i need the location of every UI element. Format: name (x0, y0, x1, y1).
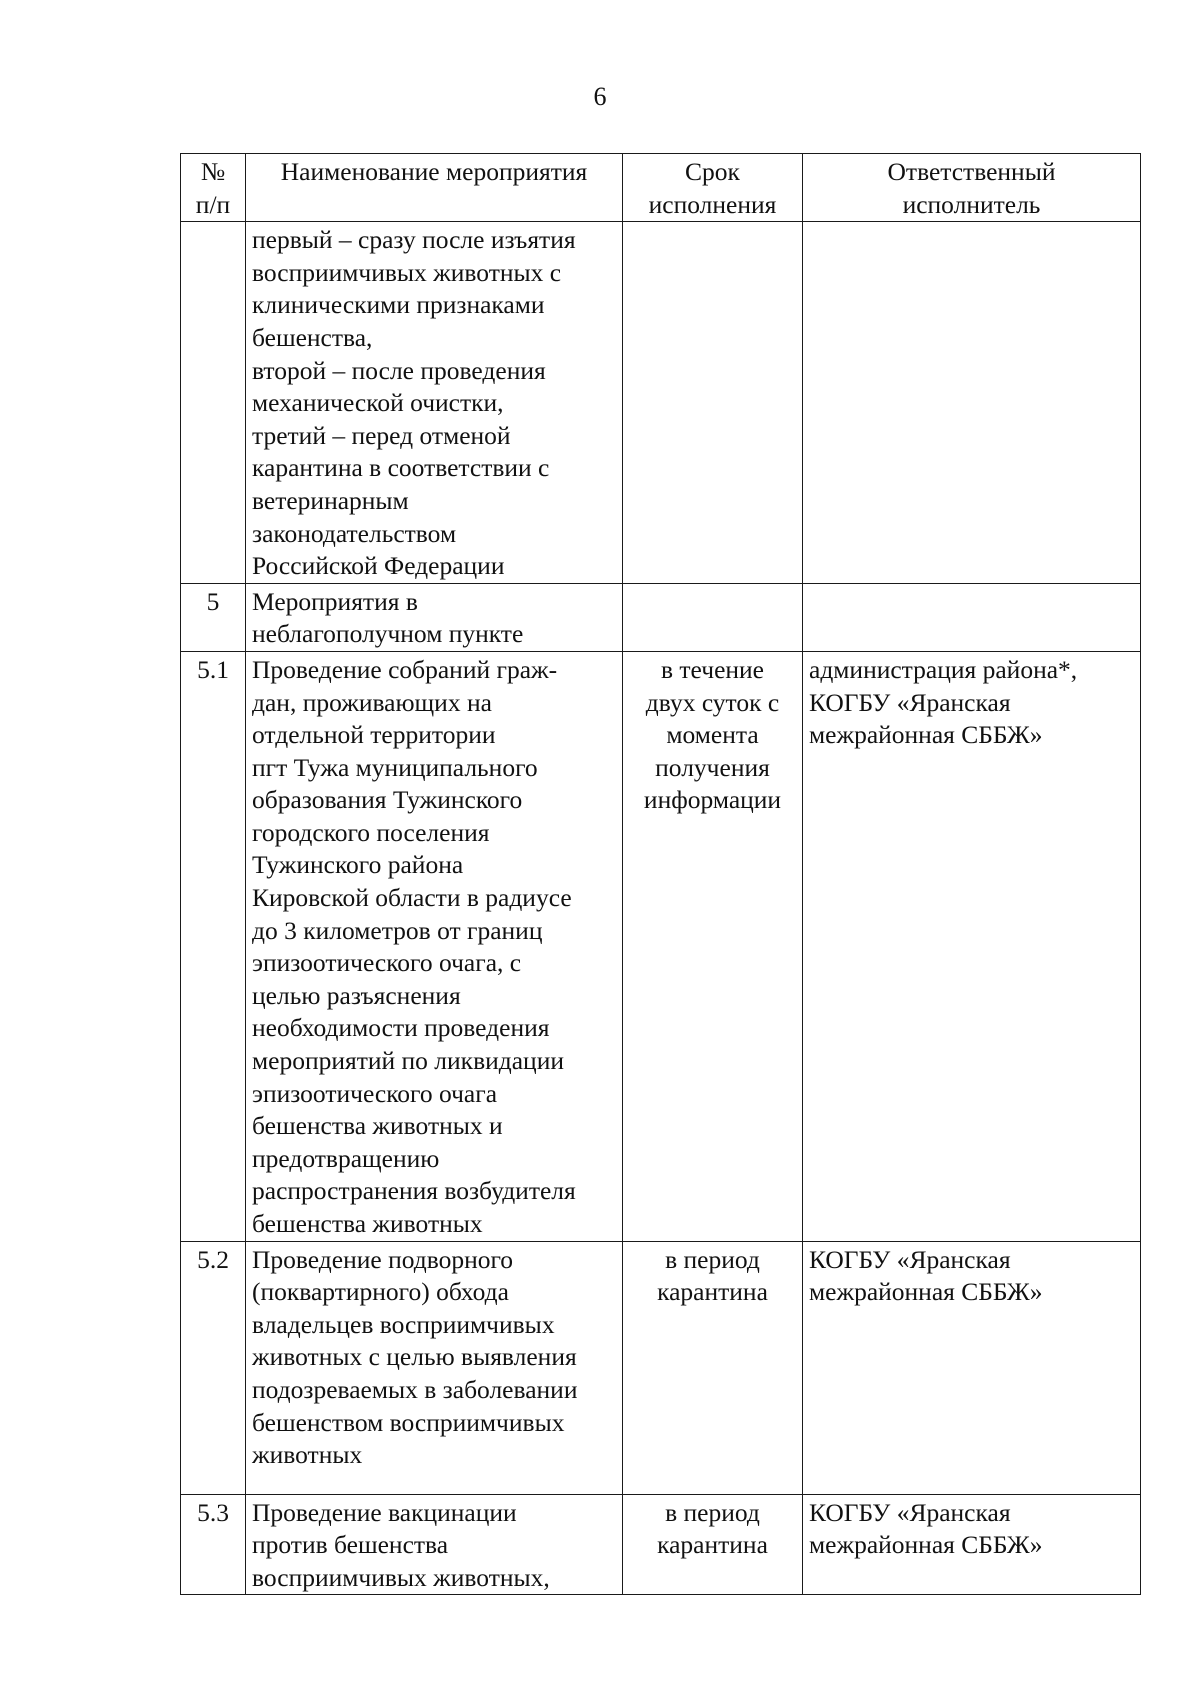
row-responsible: администрация района*, КОГБУ «Яранская межрайонная СББЖ» (803, 651, 1141, 1241)
row-responsible (803, 583, 1141, 651)
row-responsible: КОГБУ «Яранская межрайонная СББЖ» (803, 1494, 1141, 1595)
row-name: Проведение собраний граж- дан, проживающих на отдельной территории пгт Тужа муниципального образования Тужинского городского поселения Тужинского района Кировской области в радиусе до 3 километров от границ эпизоотического очага, с целью разъяснения необходимости проведения мероприятий по ликвидации эпизоотического очага бешенства животных и предотвращению распространения возбудителя бешенства животных (246, 651, 623, 1241)
row-term: в течение двух суток с момента получения информации (623, 651, 803, 1241)
row-num: 5.3 (181, 1494, 246, 1595)
page-number: 6 (593, 82, 607, 111)
row-num: 5 (181, 583, 246, 651)
row-name: Мероприятия в неблагополучном пункте (246, 583, 623, 651)
header-term: Срок исполнения (623, 154, 803, 222)
table-row (181, 1494, 1141, 1595)
row-num: 5.1 (181, 651, 246, 1241)
row-term: в период карантина (623, 1494, 803, 1595)
row-num: 5.2 (181, 1241, 246, 1494)
table-row (181, 651, 1141, 1241)
table-header-row (181, 154, 1141, 222)
table-row (181, 583, 1141, 651)
row-term (623, 583, 803, 651)
table-row (181, 222, 1141, 584)
activities-table (180, 153, 1141, 1595)
row-name: Проведение подворного (поквартирного) обхода владельцев восприимчивых животных с целью выявления подозреваемых в заболевании бешенством восприимчивых животных (246, 1241, 623, 1494)
row-term: в период карантина (623, 1241, 803, 1494)
row-num (181, 222, 246, 584)
row-responsible: КОГБУ «Яранская межрайонная СББЖ» (803, 1241, 1141, 1494)
row-responsible (803, 222, 1141, 584)
row-term (623, 222, 803, 584)
row-name: первый – сразу после изъятия восприимчивых животных с клиническими признаками бешенства, второй – после проведения механической очистки, третий – перед отменой карантина в соответствии с ветеринарным законодательством Российской Федерации (246, 222, 623, 584)
header-name: Наименование мероприятия (246, 154, 623, 222)
table-row (181, 1241, 1141, 1494)
row-name: Проведение вакцинации против бешенства восприимчивых животных, (246, 1494, 623, 1595)
header-num: № п/п (181, 154, 246, 222)
header-responsible: Ответственный исполнитель (803, 154, 1141, 222)
